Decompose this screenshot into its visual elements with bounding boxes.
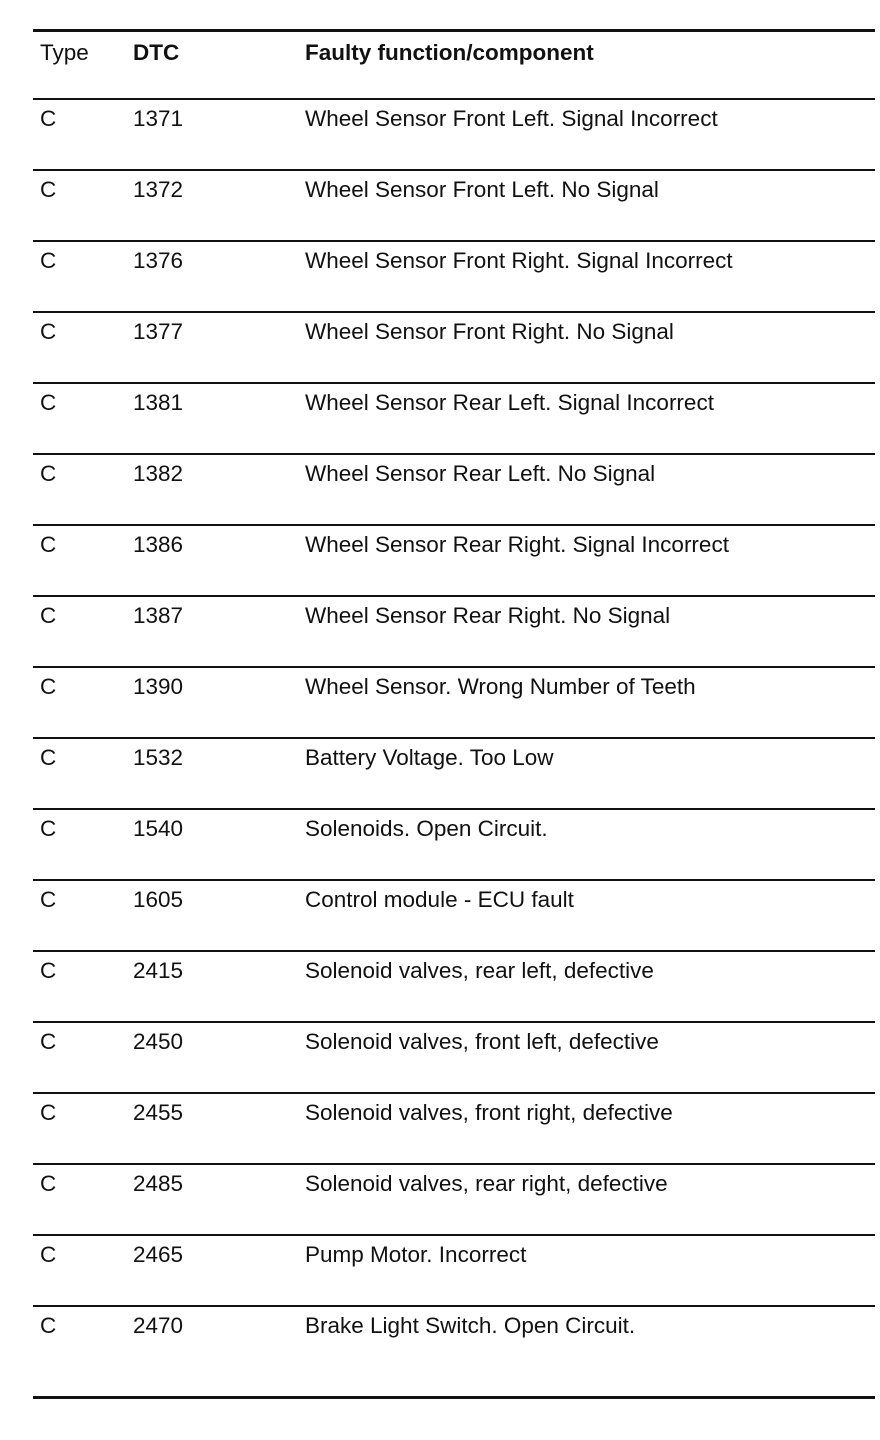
- cell-type: C: [40, 461, 57, 486]
- cell-description: Wheel Sensor Front Right. Signal Incorrect: [305, 248, 733, 273]
- table-bottom-gap: [33, 1376, 875, 1396]
- cell-description: Wheel Sensor Front Left. No Signal: [305, 177, 659, 202]
- dtc-table: [33, 29, 875, 1399]
- cell-dtc: 1382: [133, 461, 184, 486]
- cell-description: Control module - ECU fault: [305, 887, 574, 912]
- cell-type: C: [40, 1313, 57, 1338]
- cell-type: C: [40, 1029, 57, 1054]
- cell-type: C: [40, 1242, 57, 1267]
- cell-description: Pump Motor. Incorrect: [305, 1242, 527, 1267]
- cell-description: Solenoid valves, rear left, defective: [305, 958, 654, 983]
- table-row: [33, 1307, 875, 1376]
- cell-dtc: 1372: [133, 177, 184, 202]
- table-header-row: [33, 32, 875, 98]
- table-row: [33, 668, 875, 737]
- table-row: [33, 1094, 875, 1163]
- cell-description: Solenoid valves, front left, defective: [305, 1029, 659, 1054]
- cell-type: C: [40, 1100, 57, 1125]
- cell-dtc: 2415: [133, 958, 184, 983]
- table-row: [33, 739, 875, 808]
- cell-type: C: [40, 390, 57, 415]
- cell-type: C: [40, 106, 57, 131]
- table-body: [33, 98, 875, 1376]
- cell-type: C: [40, 532, 57, 557]
- cell-description: Wheel Sensor Rear Left. Signal Incorrect: [305, 390, 714, 415]
- header-dtc: DTC: [133, 40, 180, 65]
- table-row: [33, 1165, 875, 1234]
- table-row: [33, 313, 875, 382]
- cell-dtc: 1532: [133, 745, 184, 770]
- cell-type: C: [40, 319, 57, 344]
- table-row: [33, 242, 875, 311]
- table-row: [33, 1236, 875, 1305]
- table-row: [33, 100, 875, 169]
- cell-type: C: [40, 674, 57, 699]
- table-row: [33, 171, 875, 240]
- table-row: [33, 455, 875, 524]
- table-row: [33, 1023, 875, 1092]
- cell-description: Brake Light Switch. Open Circuit.: [305, 1313, 636, 1338]
- cell-dtc: 2470: [133, 1313, 184, 1338]
- cell-dtc: 1386: [133, 532, 184, 557]
- cell-dtc: 1376: [133, 248, 184, 273]
- cell-dtc: 1390: [133, 674, 184, 699]
- cell-dtc: 2450: [133, 1029, 184, 1054]
- cell-dtc: 2455: [133, 1100, 184, 1125]
- table-row: [33, 952, 875, 1021]
- header-type: Type: [40, 40, 89, 65]
- cell-dtc: 1605: [133, 887, 184, 912]
- cell-dtc: 1387: [133, 603, 184, 628]
- table-row: [33, 810, 875, 879]
- cell-type: C: [40, 958, 57, 983]
- cell-type: C: [40, 745, 57, 770]
- header-description: Faulty function/component: [305, 40, 594, 65]
- table-row: [33, 597, 875, 666]
- cell-dtc: 2465: [133, 1242, 184, 1267]
- cell-description: Wheel Sensor Rear Right. Signal Incorrect: [305, 532, 729, 557]
- cell-dtc: 1371: [133, 106, 184, 131]
- cell-description: Solenoid valves, rear right, defective: [305, 1171, 668, 1196]
- cell-description: Wheel Sensor Rear Left. No Signal: [305, 461, 656, 486]
- cell-type: C: [40, 603, 57, 628]
- cell-description: Battery Voltage. Too Low: [305, 745, 554, 770]
- table-row: [33, 881, 875, 950]
- cell-type: C: [40, 887, 57, 912]
- cell-type: C: [40, 248, 57, 273]
- cell-description: Wheel Sensor Rear Right. No Signal: [305, 603, 671, 628]
- cell-type: C: [40, 816, 57, 841]
- cell-description: Solenoids. Open Circuit.: [305, 816, 548, 841]
- cell-dtc: 1377: [133, 319, 184, 344]
- cell-dtc: 1540: [133, 816, 184, 841]
- cell-description: Wheel Sensor. Wrong Number of Teeth: [305, 674, 696, 699]
- cell-description: Solenoid valves, front right, defective: [305, 1100, 673, 1125]
- table-row: [33, 384, 875, 453]
- cell-dtc: 2485: [133, 1171, 184, 1196]
- cell-description: Wheel Sensor Front Left. Signal Incorrect: [305, 106, 718, 131]
- table-bottom-rule: [33, 1396, 875, 1399]
- cell-type: C: [40, 1171, 57, 1196]
- cell-type: C: [40, 177, 57, 202]
- cell-dtc: 1381: [133, 390, 184, 415]
- cell-description: Wheel Sensor Front Right. No Signal: [305, 319, 674, 344]
- table-row: [33, 526, 875, 595]
